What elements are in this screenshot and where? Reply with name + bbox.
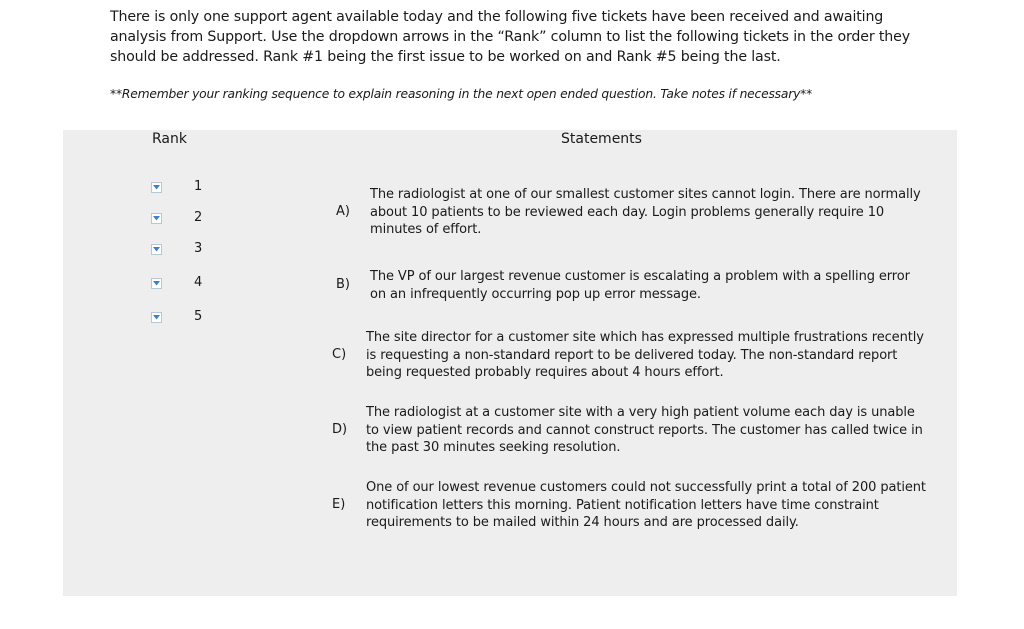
rank-number: 4 xyxy=(194,275,203,290)
chevron-down-icon xyxy=(153,216,160,221)
chevron-down-icon xyxy=(153,247,160,252)
rank-number: 2 xyxy=(194,210,203,225)
rank-column-header: Rank xyxy=(152,131,187,147)
chevron-down-icon xyxy=(153,281,160,286)
statement-b-letter: B) xyxy=(336,277,350,292)
statement-d-text: The radiologist at a customer site with a very high patient volume each day is unable to view patient records and cannot construct reports. The customer has called twice in the past 30 minutes seeking resolution. xyxy=(366,405,923,455)
rank-2-dropdown[interactable] xyxy=(151,213,162,224)
rank-number: 5 xyxy=(194,309,203,324)
statement-c-text: The site director for a customer site which has expressed multiple frustrations recently is requesting a non-standard report to be delivered today. The non-standard report being requested probably requires about 4 hours effort. xyxy=(366,330,924,380)
rank-4-dropdown[interactable] xyxy=(151,278,162,289)
statement-a-text: The radiologist at one of our smallest customer sites cannot login. There are normally about 10 patients to be reviewed each day. Login problems generally require 10 minutes of effort. xyxy=(370,187,921,237)
rank-5-dropdown[interactable] xyxy=(151,312,162,323)
rank-3-dropdown[interactable] xyxy=(151,244,162,255)
chevron-down-icon xyxy=(153,185,160,190)
reminder-note: **Remember your ranking sequence to explain reasoning in the next open ended question. Take notes if necessary** xyxy=(110,87,813,101)
statement-e-letter: E) xyxy=(332,497,346,512)
rank-number: 3 xyxy=(194,241,203,256)
statement-c-letter: C) xyxy=(332,347,347,362)
statement-a-letter: A) xyxy=(336,204,350,219)
statement-b-text: The VP of our largest revenue customer is escalating a problem with a spelling error on an infrequently occurring pop up error message. xyxy=(370,269,910,302)
ranking-table xyxy=(63,130,957,596)
statements-column-header: Statements xyxy=(561,131,642,147)
statement-d-letter: D) xyxy=(332,422,348,437)
statement-e-text: One of our lowest revenue customers could not successfully print a total of 200 patient notification letters this morning. Patient notification letters have time constraint requirements to be mailed within 24 hours and are processed daily. xyxy=(366,480,926,530)
rank-1-dropdown[interactable] xyxy=(151,182,162,193)
chevron-down-icon xyxy=(153,315,160,320)
instructions-text: There is only one support agent available today and the following five tickets have been received and awaiting analysis from Support. Use the dropdown arrows in the “Rank” column to list the following tickets in the order they should be addressed. Rank #1 being the first issue to be worked on and Rank #5 being the last. xyxy=(110,9,910,65)
rank-number: 1 xyxy=(194,179,203,194)
